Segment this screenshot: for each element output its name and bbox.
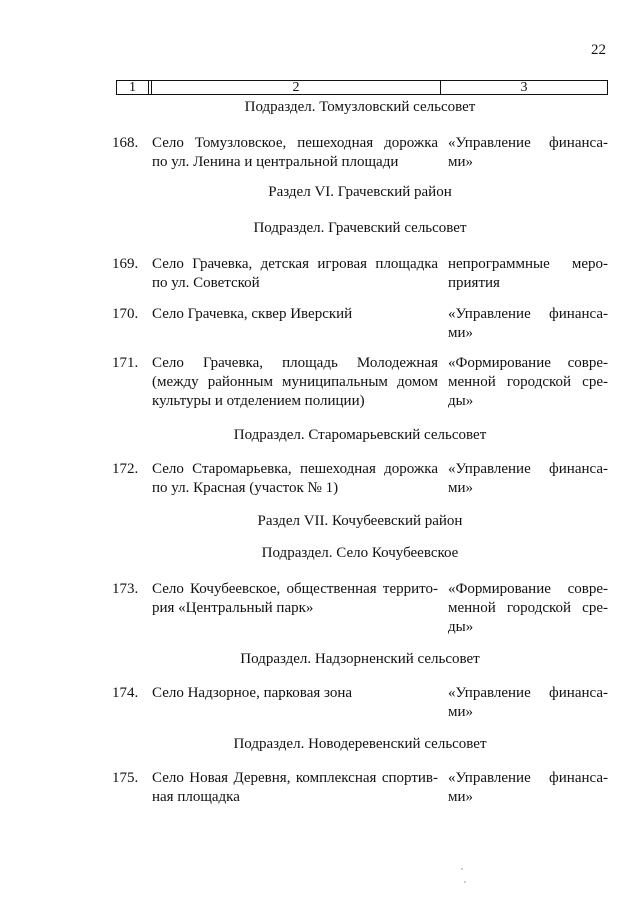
program-name: [448, 769, 608, 807]
table-row: [112, 134, 608, 174]
subsection-heading: Подраздел. Село Кочубеевское: [261, 545, 459, 561]
subsection-heading: Подраздел. Новодеревенский сельсовет: [233, 736, 487, 752]
program-name: [448, 305, 608, 343]
subsection-heading: Раздел VI. Грачевский район: [268, 184, 452, 200]
program-line: непрограммные меро-: [448, 256, 608, 272]
table-header-col3: 3: [520, 80, 528, 95]
description-line: по ул. Советской: [152, 275, 260, 291]
program-line: ми»: [448, 789, 474, 805]
description-line: (между районным муниципальным домом: [152, 374, 438, 390]
table-header-col2: 2: [152, 81, 441, 94]
description-line: Село Томузловское, пешеходная дорожка: [152, 135, 438, 151]
program-name: [448, 354, 608, 411]
page-number: 22: [591, 42, 606, 58]
row-number: 173.: [112, 581, 139, 597]
subsection-heading: Раздел VII. Кочубеевский район: [257, 513, 463, 529]
object-description: [152, 134, 438, 172]
table-row: [112, 305, 608, 345]
program-line: «Формирование совре-: [448, 355, 608, 371]
program-line: ды»: [448, 619, 474, 635]
description-line: Село Грачевка, детская игровая площадка: [152, 256, 438, 272]
object-description: [152, 580, 438, 618]
object-description: [152, 769, 438, 807]
row-number: 168.: [112, 135, 139, 151]
table-row: [112, 255, 608, 295]
scan-speck: [464, 881, 466, 883]
program-line: ды»: [448, 393, 474, 409]
row-number: 174.: [112, 685, 139, 701]
program-line: ми»: [448, 154, 474, 170]
table-row: [112, 354, 608, 409]
description-line: Село Кочубеевское, общественная террито-: [152, 581, 438, 597]
description-line: Село Старомарьевка, пешеходная дорожка: [152, 461, 438, 477]
program-line: «Управление финанса-: [448, 770, 608, 786]
program-name: [448, 460, 608, 498]
scan-speck: [461, 868, 463, 870]
description-line: Село Грачевка, площадь Молодежная: [152, 355, 438, 371]
description-line: рия «Центральный парк»: [152, 600, 314, 616]
row-number: 171.: [112, 355, 139, 371]
description-line: Село Грачевка, сквер Иверский: [152, 306, 353, 322]
row-number: 175.: [112, 770, 139, 786]
program-name: [448, 255, 608, 293]
table-row: [112, 684, 608, 724]
program-line: «Управление финанса-: [448, 461, 608, 477]
program-line: ми»: [448, 480, 474, 496]
object-description: [152, 354, 438, 411]
program-line: ми»: [448, 325, 474, 341]
subsection-heading: Подраздел. Старомарьевский сельсовет: [233, 427, 487, 443]
program-line: менной городской сре-: [448, 600, 608, 616]
description-line: по ул. Красная (участок № 1): [152, 480, 339, 496]
table-header-row: [116, 80, 608, 95]
object-description: [152, 305, 438, 324]
row-number: 170.: [112, 306, 139, 322]
table-row: [112, 769, 608, 809]
table-row: [112, 460, 608, 500]
row-number: 169.: [112, 256, 139, 272]
object-description: [152, 460, 438, 498]
row-number: 172.: [112, 461, 139, 477]
program-name: [448, 684, 608, 722]
subsection-heading: Подраздел. Грачевский сельсовет: [253, 220, 467, 236]
program-name: [448, 580, 608, 637]
subsection-heading: Подраздел. Надзорненский сельсовет: [240, 651, 480, 667]
description-line: Село Новая Деревня, комплексная спортив-: [152, 770, 438, 786]
object-description: [152, 684, 438, 703]
program-line: «Управление финанса-: [448, 685, 608, 701]
program-line: «Управление финанса-: [448, 306, 608, 322]
description-line: по ул. Ленина и центральной площади: [152, 154, 399, 170]
table-header-col1: 1: [117, 81, 149, 94]
program-line: ми»: [448, 704, 474, 720]
object-description: [152, 255, 438, 293]
program-name: [448, 134, 608, 172]
description-line: ная площадка: [152, 789, 240, 805]
program-line: менной городской сре-: [448, 374, 608, 390]
description-line: Село Надзорное, парковая зона: [152, 685, 353, 701]
table-row: [112, 580, 608, 635]
program-line: «Управление финанса-: [448, 135, 608, 151]
description-line: культуры и отделением полиции): [152, 393, 365, 409]
subsection-heading: Подраздел. Томузловский сельсовет: [244, 99, 476, 115]
program-line: приятия: [448, 275, 500, 291]
program-line: «Формирование совре-: [448, 581, 608, 597]
